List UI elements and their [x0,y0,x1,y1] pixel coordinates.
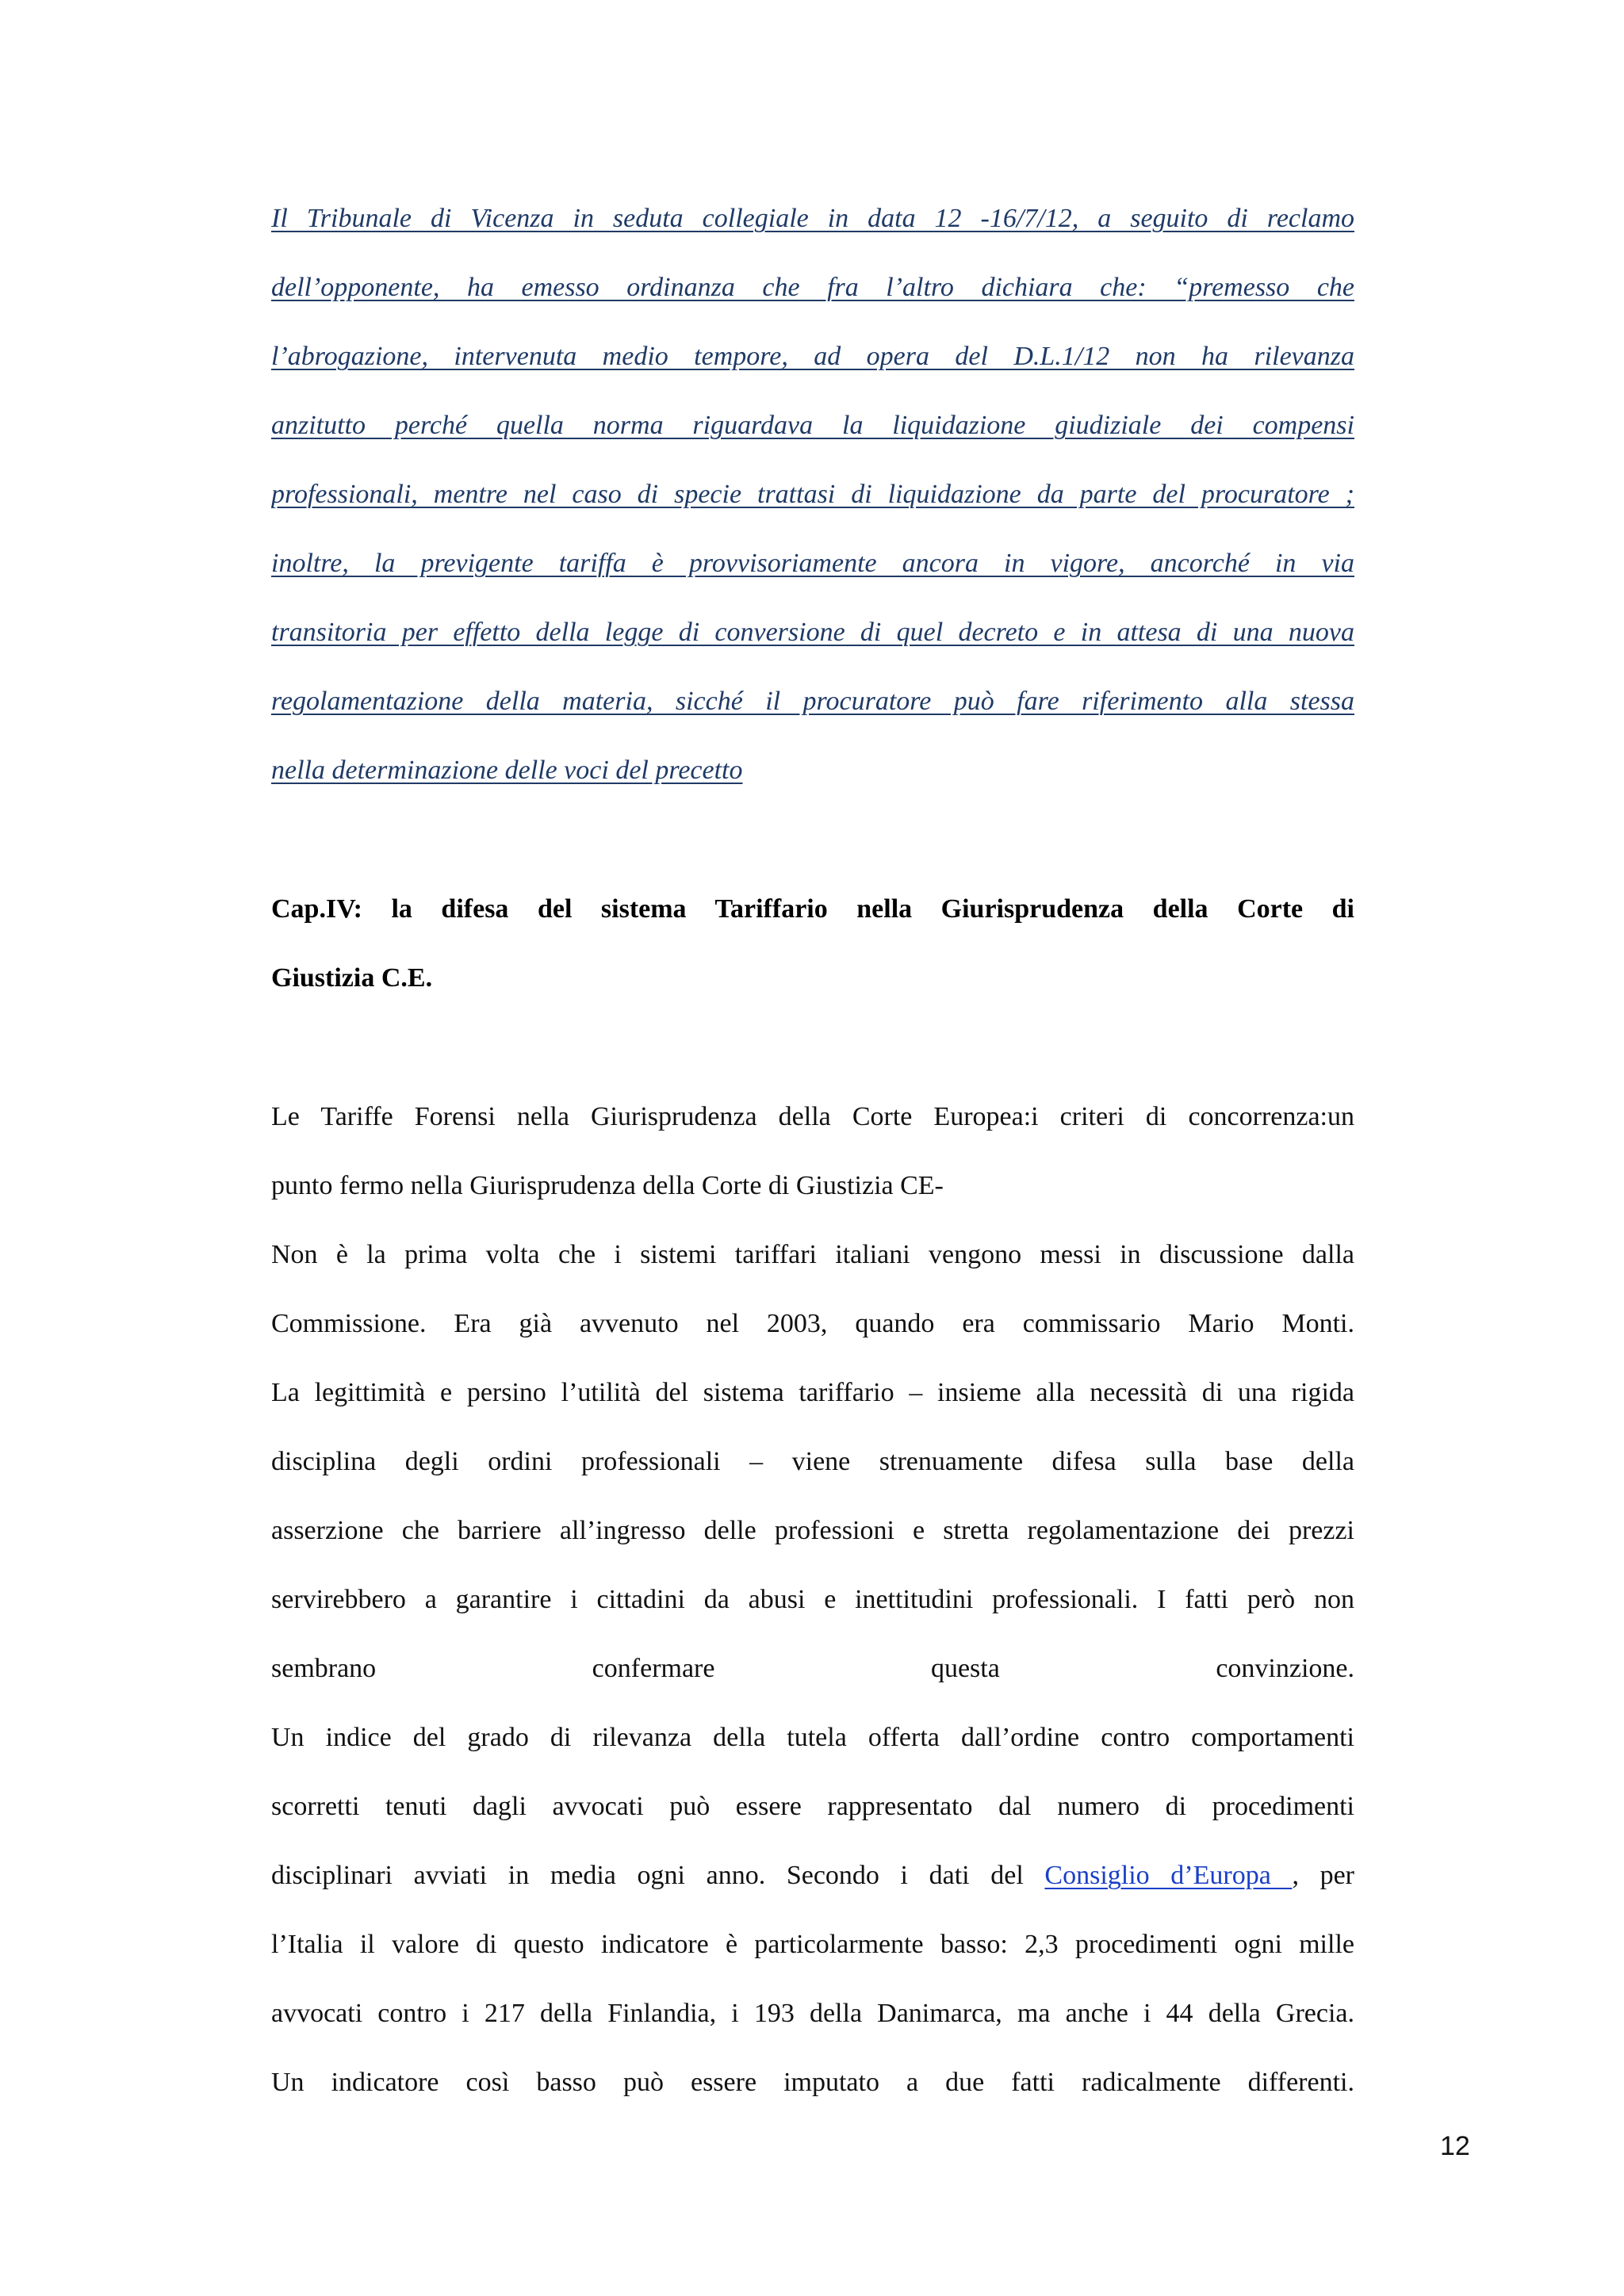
quote-block [271,184,1354,805]
quote-line: professionali, mentre nel caso di specie trattasi di liquidazione da parte del procuratore ; [271,480,1354,509]
quote-line: nella determinazione delle voci del precetto [271,756,743,785]
body-line: asserzione che barriere all’ingresso delle professioni e stretta regolamentazione dei prezzi [271,1516,1354,1545]
quote-line: regolamentazione della materia, sicché il procuratore può fare riferimento alla stessa [271,687,1354,716]
quote-line: dell’opponente, ha emesso ordinanza che fra l’altro dichiara che: “premesso che [271,273,1354,302]
quote-line: transitoria per effetto della legge di conversione di quel decreto e in attesa di una nuova [271,618,1354,647]
body-line: servirebbero a garantire i cittadini da abusi e inettitudini professionali. I fatti però non [271,1585,1354,1614]
document-page [271,184,1354,2117]
body-line-with-link [271,1841,1354,1910]
body-line: Un indice del grado di rilevanza della tutela offerta dall’ordine contro comportamenti [271,1723,1354,1752]
quote-line: anzitutto perché quella norma riguardava la liquidazione giudiziale dei compensi [271,411,1354,440]
quote-line: Il Tribunale di Vicenza in seduta collegiale in data 12 -16/7/12, a seguito di reclamo [271,204,1354,233]
spacer [271,1012,1354,1082]
heading-line: Giustizia C.E. [271,963,433,993]
body-line: scorretti tenuti dagli avvocati può essere rappresentato dal numero di procedimenti [271,1792,1354,1821]
link-line-after: , per [1292,1861,1354,1890]
quote-line: inoltre, la previgente tariffa è provvisoriamente ancora in vigore, ancorché in via [271,549,1354,578]
body-line: Non è la prima volta che i sistemi tariffari italiani vengono messi in discussione dalla [271,1240,1354,1269]
body-line: Le Tariffe Forensi nella Giurisprudenza della Corte Europea:i criteri di concorrenza:un [271,1102,1354,1131]
body-line: punto fermo nella Giurisprudenza della Corte di Giustizia CE- [271,1171,944,1200]
body-line: Commissione. Era già avvenuto nel 2003, quando era commissario Mario Monti. [271,1309,1354,1338]
body-line: sembrano confermare questa convinzione. [271,1654,1354,1683]
spacer [271,805,1354,874]
body-line: La legittimità e persino l’utilità del sistema tariffario – insieme alla necessità di una rigida [271,1378,1354,1407]
body-line: Un indicatore così basso può essere imputato a due fatti radicalmente differenti. [271,2068,1354,2097]
body-text [271,1082,1354,2117]
link-line-before: disciplinari avviati in media ogni anno. Secondo i dati del [271,1861,1045,1890]
quote-line: l’abrogazione, intervenuta medio tempore, ad opera del D.L.1/12 non ha rilevanza [271,342,1354,371]
page-number: 12 [1440,2131,1470,2161]
body-line: avvocati contro i 217 della Finlandia, i 193 della Danimarca, ma anche i 44 della Grecia. [271,1999,1354,2028]
body-line: disciplina degli ordini professionali – viene strenuamente difesa sulla base della [271,1447,1354,1476]
consiglio-europa-link[interactable]: Consiglio d’Europa [1044,1861,1293,1890]
body-line: l’Italia il valore di questo indicatore è particolarmente basso: 2,3 procedimenti ogni mille [271,1930,1354,1959]
heading-line: Cap.IV: la difesa del sistema Tariffario nella Giurisprudenza della Corte di [271,894,1354,924]
chapter-heading [271,874,1354,1012]
